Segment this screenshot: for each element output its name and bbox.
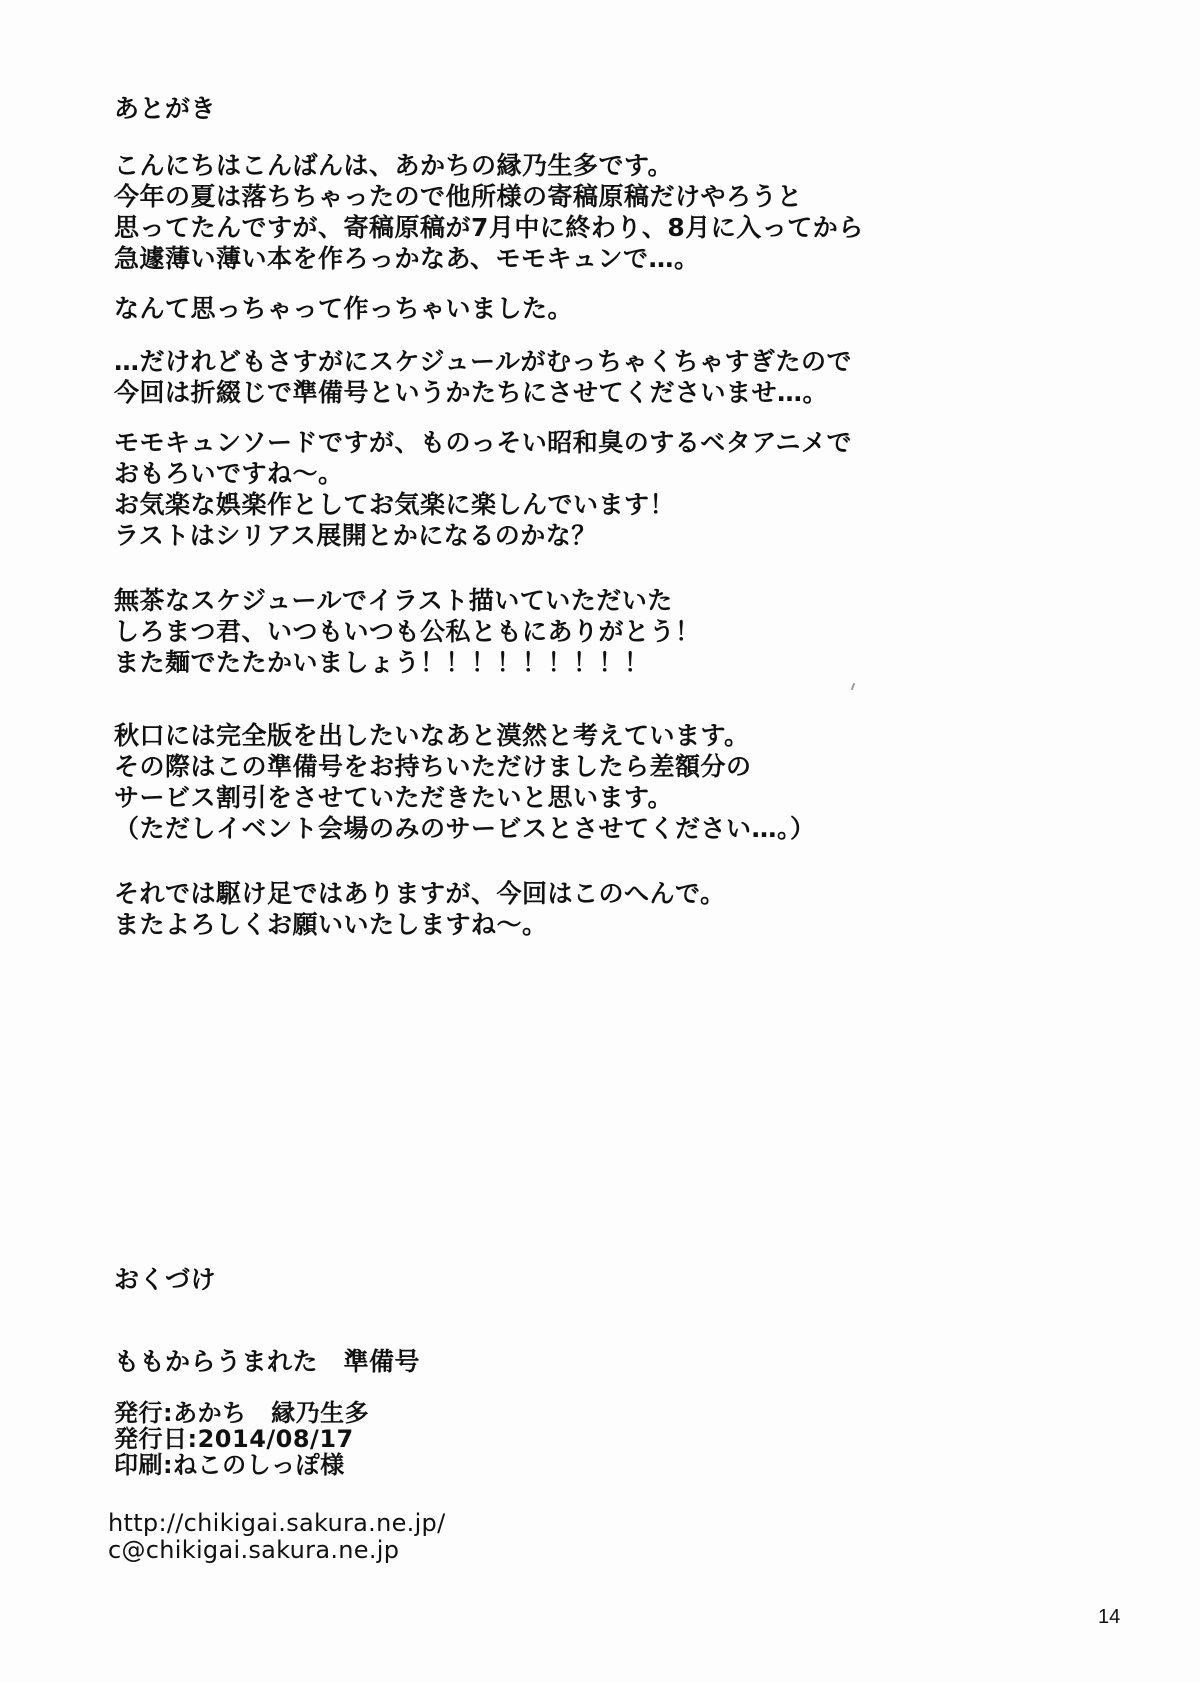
text-line: （ただしイベント会場のみのサービスとさせてください…。）: [114, 814, 816, 843]
publish-date-line: 発行日:2014/08/17: [114, 1425, 354, 1453]
colophon-details: [114, 1400, 369, 1478]
afterword-paragraph-2: [114, 293, 573, 324]
text-line: またよろしくお願いいたしますね〜。: [114, 910, 548, 939]
text-line: 無茶なスケジュールでイラスト描いていただいた: [114, 586, 673, 615]
afterword-paragraph-7: [114, 878, 726, 940]
scan-speck: [851, 683, 855, 690]
page-number: 14: [1098, 1606, 1121, 1628]
website-url: http://chikigai.sakura.ne.jp/: [108, 1509, 446, 1537]
colophon-contact: [108, 1510, 445, 1564]
text-line: また麺でたたかいましょう！！！！！！！！！: [114, 648, 650, 677]
text-line: なんて思っちゃって作っちゃいました。: [114, 294, 574, 323]
text-line: 秋口には完全版を出したいなあと漠然と考えています。: [114, 721, 750, 750]
text-line: おもろいですね〜。: [114, 459, 344, 488]
text-line: 急遽薄い薄い本を作ろっかなあ、モモキュンで…。: [114, 244, 700, 273]
text-line: …だけれどもさすがにスケジュールがむっちゃくちゃすぎたので: [114, 347, 853, 376]
text-line: サービス割引をさせていただきたいと思います。: [114, 783, 674, 812]
text-line: こんにちはこんばんは、あかちの縁乃生多です。: [114, 151, 674, 180]
text-line: 今年の夏は落ちちゃったので他所様の寄稿原稿だけやろうと: [114, 182, 803, 211]
text-line: お気楽な娯楽作としてお気楽に楽しんでいます！: [114, 490, 676, 519]
text-line: しろまつ君、いつもいつも公私ともにありがとう！: [114, 617, 701, 646]
text-line: それでは駆け足ではありますが、今回はこのへんで。: [114, 879, 726, 908]
afterword-paragraph-1: [114, 150, 864, 274]
printer-line: 印刷:ねこのしっぽ様: [114, 1451, 345, 1479]
text-line: 今回は折綴じで準備号というかたちにさせてくださいませ…。: [114, 378, 829, 407]
colophon-title: ももからうまれた 準備号: [114, 1347, 421, 1376]
publisher-line: 発行:あかち 縁乃生多: [114, 1399, 370, 1427]
text-line: 思ってたんですが、寄稿原稿が7月中に終わり、8月に入ってから: [114, 213, 864, 242]
afterword-paragraph-6: [114, 720, 816, 844]
afterword-paragraph-5: [114, 585, 701, 678]
text-line: モモキュンソードですが、ものっそい昭和臭のするベタアニメで: [114, 428, 853, 457]
text-line: その際はこの準備号をお持ちいただけましたら差額分の: [114, 752, 752, 781]
colophon-heading: おくづけ: [114, 1265, 217, 1294]
text-line: ラストはシリアス展開とかになるのかな？: [114, 521, 597, 550]
afterword-heading: あとがき: [114, 94, 217, 123]
email-address: c@chikigai.sakura.ne.jp: [108, 1536, 400, 1564]
afterword-paragraph-4: [114, 427, 852, 551]
afterword-paragraph-3: [114, 346, 852, 408]
